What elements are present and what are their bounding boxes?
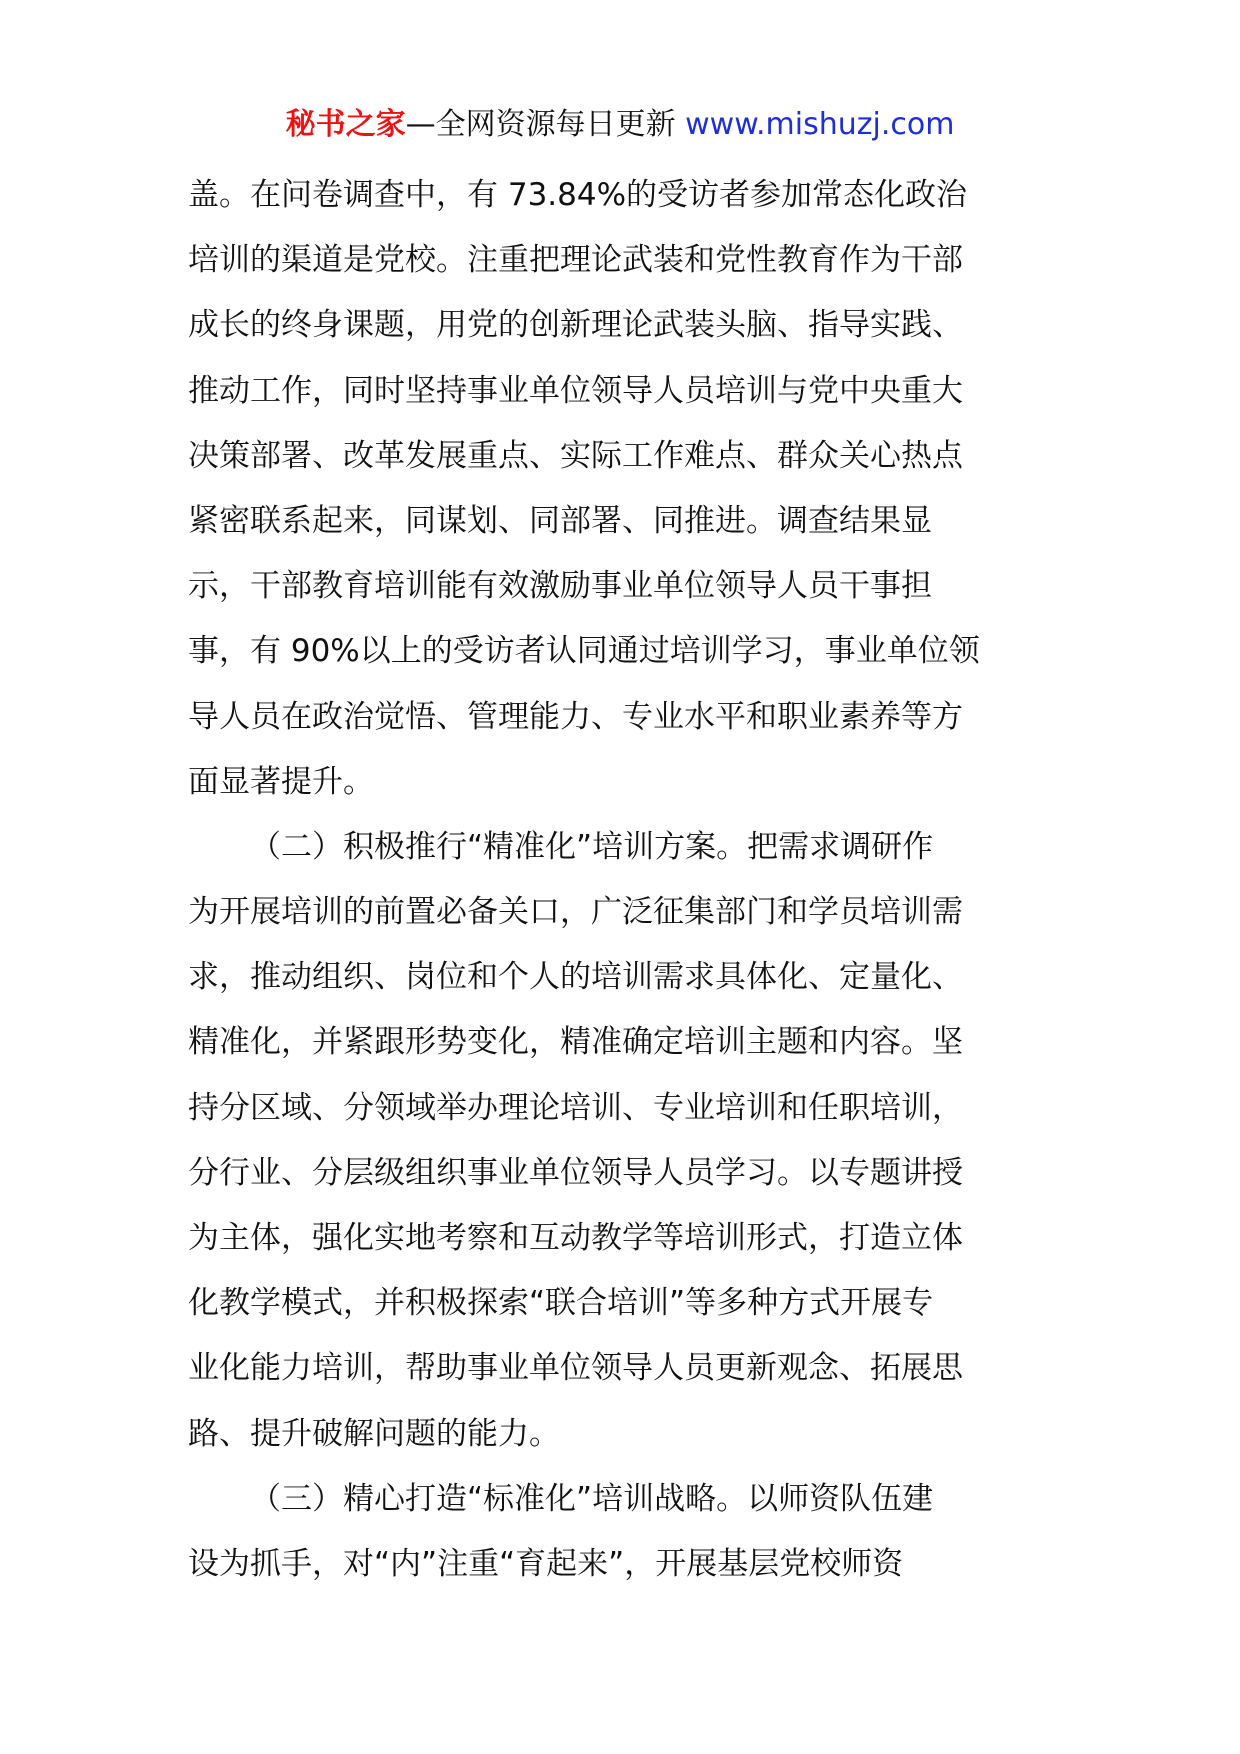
text-line: 决策部署、改革发展重点、实际工作难点、群众关心热点 [188, 437, 963, 474]
text-line: 推动工作，同时坚持事业单位领导人员培训与党中央重大 [188, 372, 963, 409]
text-line: 业化能力培训，帮助事业单位领导人员更新观念、拓展思 [188, 1350, 963, 1387]
page-header [0, 100, 1240, 150]
text-line: 为主体，强化实地考察和互动教学等培训形式，打造立体 [188, 1220, 963, 1256]
header-url-link[interactable]: www.mishuzj.com [685, 107, 955, 142]
text-line: （三）精心打造“标准化”培训战略。以师资队伍建 [250, 1480, 934, 1517]
text-line: 求，推动组织、岗位和个人的培训需求具体化、定量化、 [188, 959, 963, 996]
text-line: 成长的终身课题，用党的创新理论武装头脑、指导实践、 [188, 307, 963, 344]
header-brand: 秘书之家 [285, 107, 406, 142]
text-line: 盖。在问卷调查中，有 73.84%的受访者参加常态化政治 [188, 177, 968, 213]
document-body [188, 163, 1056, 1597]
text-line: 为开展培训的前置必备关口，广泛征集部门和学员培训需 [188, 894, 963, 931]
text-line: 精准化，并紧跟形势变化，精准确定培训主题和内容。坚 [188, 1024, 963, 1061]
text-line: 紧密联系起来，同谋划、同部署、同推进。调查结果显 [188, 502, 932, 539]
text-line: （二）积极推行“精准化”培训方案。把需求调研作 [250, 828, 934, 865]
text-line: 分行业、分层级组织事业单位领导人员学习。以专题讲授 [188, 1154, 963, 1191]
text-line: 示，干部教育培训能有效激励事业单位领导人员干事担 [188, 568, 932, 605]
text-line: 面显著提升。 [188, 763, 374, 800]
text-line: 设为抓手，对“内”注重“育起来”，开展基层党校师资 [188, 1545, 904, 1582]
text-line: 路、提升破解问题的能力。 [188, 1415, 560, 1452]
text-line: 导人员在政治觉悟、管理能力、专业水平和职业素养等方 [188, 698, 963, 735]
header-slogan: —全网资源每日更新 [405, 107, 676, 142]
text-line: 持分区域、分领域举办理论培训、专业培训和任职培训， [188, 1089, 963, 1126]
text-line: 事，有 90%以上的受访者认同通过培训学习，事业单位领 [188, 633, 980, 670]
text-line: 化教学模式，并积极探索“联合培训”等多种方式开展专 [188, 1285, 934, 1322]
text-line: 培训的渠道是党校。注重把理论武装和党性教育作为干部 [188, 242, 963, 279]
